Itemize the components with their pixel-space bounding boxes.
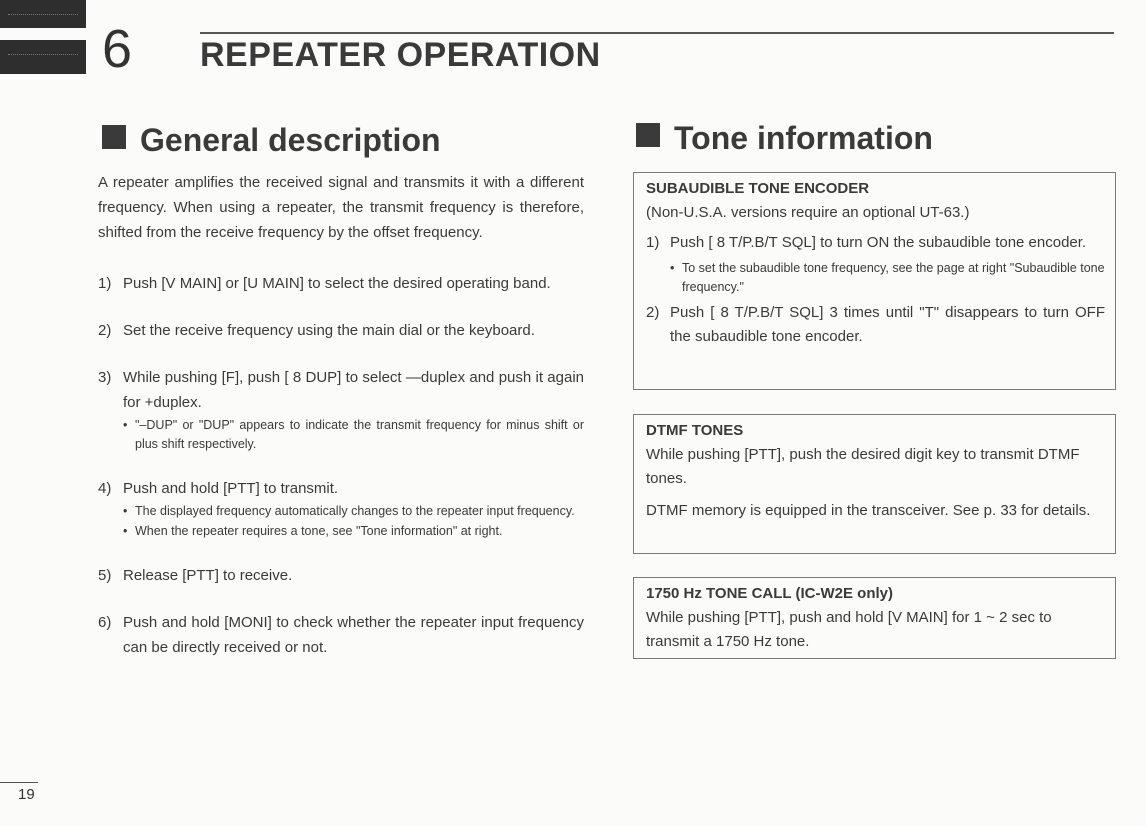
step-number: 6) — [98, 614, 112, 631]
step-text: Push [V MAIN] or [U MAIN] to select the desired operating band. — [123, 275, 551, 292]
bullet-icon: • — [123, 524, 128, 538]
dtmf-tones-box — [633, 414, 1116, 554]
step-number: 1) — [646, 234, 660, 251]
square-bullet-icon — [636, 123, 660, 147]
heading-text: Tone information — [674, 120, 933, 156]
chapter-rule — [200, 32, 1114, 34]
box-title: 1750 Hz TONE CALL (IC-W2E only) — [646, 585, 893, 602]
bullet-icon: • — [123, 504, 128, 518]
step-4 — [98, 476, 584, 541]
step-text: While pushing [F], push [ 8 DUP] to select —duplex and push it again for +duplex. — [123, 369, 584, 411]
box-paragraph: While pushing [PTT], push the desired digit key to transmit DTMF tones. — [646, 446, 1080, 487]
bullet-icon: • — [123, 418, 128, 432]
step-text: Release [PTT] to receive. — [123, 567, 293, 584]
step-1 — [98, 271, 584, 296]
box-title: SUBAUDIBLE TONE ENCODER — [646, 180, 870, 197]
chapter-number: 6 — [102, 19, 133, 79]
step-number: 3) — [98, 369, 112, 386]
tone-information-heading — [636, 120, 933, 157]
page-number: 19 — [18, 786, 35, 803]
chapter-tab-top — [0, 0, 86, 28]
step-text: Push and hold [PTT] to transmit. — [123, 480, 339, 497]
step-text: Push and hold [MONI] to check whether the repeater input frequency can be directly received or not. — [123, 614, 584, 656]
note-text: "–DUP" or "DUP" appears to indicate the transmit frequency for minus shift or plus shift respectively. — [135, 418, 584, 451]
step-number: 1) — [98, 275, 112, 292]
note-text: To set the subaudible tone frequency, see the page at right "Subaudible tone frequency." — [682, 261, 1105, 294]
chapter-tab — [0, 40, 86, 74]
step-number: 4) — [98, 480, 112, 497]
note-text: When the repeater requires a tone, see "Tone information" at right. — [135, 524, 503, 538]
box-paragraph: While pushing [PTT], push and hold [V MAIN] for 1 ~ 2 sec to transmit a 1750 Hz tone. — [646, 609, 1052, 650]
step-3 — [98, 365, 584, 454]
chapter-title: REPEATER OPERATION — [200, 36, 601, 74]
box-step-1 — [646, 231, 1105, 255]
box-step-2 — [646, 301, 1105, 349]
general-description-heading — [102, 122, 441, 159]
step-number: 2) — [98, 322, 112, 339]
bullet-icon: • — [670, 261, 675, 275]
heading-text: General description — [140, 122, 441, 158]
step-note — [123, 416, 584, 454]
page-rule — [0, 782, 38, 783]
step-number: 2) — [646, 304, 660, 321]
box-paragraph: DTMF memory is equipped in the transceiver. See p. 33 for details. — [646, 502, 1091, 519]
general-description-body — [98, 170, 584, 682]
step-text: Push [ 8 T/P.B/T SQL] 3 times until "T" disappears to turn OFF the subaudible tone encoder. — [670, 304, 1105, 345]
step-2 — [98, 318, 584, 343]
box-note — [670, 259, 1105, 297]
tone-call-box — [633, 577, 1116, 659]
step-note — [123, 522, 584, 541]
intro-paragraph: A repeater amplifies the received signal and transmits it with a different frequency. When using a repeater, the transmit frequency is therefore, shifted from the receive frequency by the offset frequency. — [98, 174, 584, 241]
square-bullet-icon — [102, 125, 126, 149]
step-5 — [98, 563, 584, 588]
step-number: 5) — [98, 567, 112, 584]
note-text: The displayed frequency automatically changes to the repeater input frequency. — [135, 504, 575, 518]
step-note — [123, 502, 584, 521]
step-text: Push [ 8 T/P.B/T SQL] to turn ON the subaudible tone encoder. — [670, 234, 1087, 251]
subaudible-tone-box — [633, 172, 1116, 390]
box-subtitle: (Non-U.S.A. versions require an optional UT-63.) — [646, 204, 970, 221]
step-6 — [98, 610, 584, 660]
step-text: Set the receive frequency using the main dial or the keyboard. — [123, 322, 535, 339]
box-title: DTMF TONES — [646, 422, 744, 439]
